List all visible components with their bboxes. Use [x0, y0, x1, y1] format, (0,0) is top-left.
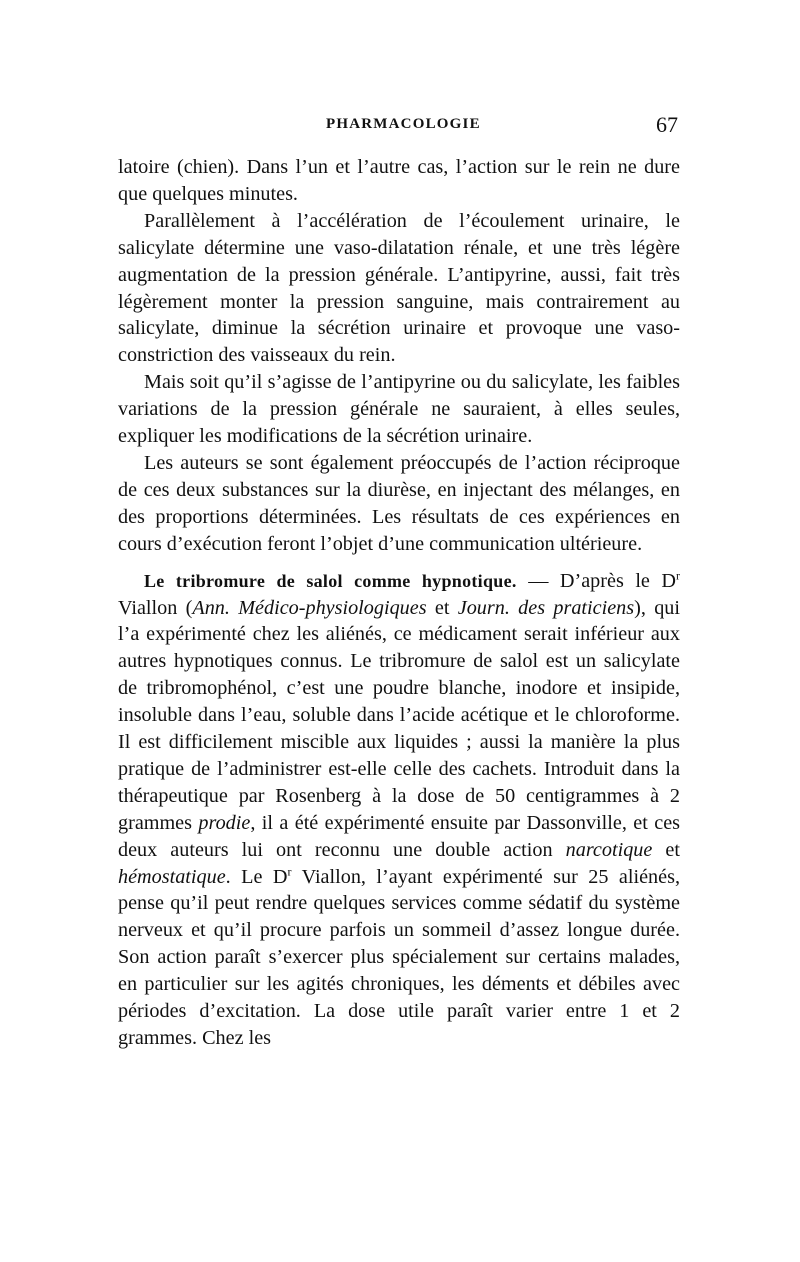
- paragraph: Les auteurs se sont également préoccupés de l’action réciproque de ces deux substances sur la diurèse, en injectant des mélanges, en des proportions déterminées. Les résultats de ces expériences en cours d’exécution feront l’objet d’une communication ultérieure.: [118, 451, 680, 555]
- section-text: et: [426, 596, 458, 619]
- italic-term: prodie: [198, 811, 251, 834]
- doctor-abbrev: D: [661, 569, 677, 592]
- section-text: , il a été expérimenté ensuite par Dassonville, et ces deux auteurs lui ont reconnu une double action: [118, 811, 681, 861]
- journal-title: Ann. Médico-physiologiques: [192, 596, 427, 619]
- section-text: et: [652, 838, 680, 861]
- section-text: . Le: [225, 865, 273, 888]
- paragraph: Parallèlement à l’accélération de l’écoulement urinaire, le salicylate détermine une vaso-dilatation rénale, et une très légère augmentation de la pression générale. L’antipyrine, aussi, fait très légèrement monter la pression sanguine, mais contrairement au salicylate, diminue la sécrétion urinaire et provoque une vaso-constriction des vaisseaux du rein.: [118, 209, 680, 367]
- page-header: [118, 112, 680, 142]
- section-paragraph: [118, 568, 680, 1052]
- section-text: ), qui l’a expérimenté chez les aliénés, ce médicament serait inférieur aux autres hypnotiques connus. Le tribromure de salol est un salicylate de tribromophénol, c’est une poudre blanche, inodore et insipide, insoluble dans l’eau, soluble dans l’acide acétique et le chloroforme. Il est difficilement miscible aux liquides ; aussi la manière la plus pratique de l’administrer est-elle celle des cachets. Introduit dans la thérapeutique par Rosenberg à la dose de 50 centigrammes à 2 grammes: [118, 596, 680, 834]
- journal-title: Journ. des praticiens: [457, 596, 635, 619]
- paragraph: latoire (chien). Dans l’un et l’autre cas, l’action sur le rein ne dure que quelques minutes.: [118, 156, 680, 205]
- doctor-abbrev-sup: r: [287, 863, 292, 878]
- italic-term: narcotique: [565, 838, 653, 861]
- page-number: 67: [656, 112, 678, 137]
- italic-term: hémostatique: [118, 865, 226, 888]
- paragraph: Mais soit qu’il s’agisse de l’antipyrine ou du salicylate, les faibles variations de la pression générale ne sauraient, à elles seules, expliquer les modifications de la sécrétion urinaire.: [118, 371, 680, 448]
- section-text: Viallon (: [118, 596, 193, 619]
- book-page: [118, 112, 680, 1052]
- body-text: [118, 154, 680, 1052]
- doctor-abbrev: D: [272, 865, 288, 888]
- section-title: Le tribromure de salol comme hypnotique.: [144, 570, 517, 591]
- running-head: PHARMACOLOGIE: [326, 116, 481, 132]
- section-text: Viallon, l’ayant expérimenté sur 25 aliénés, pense qu’il peut rendre quelques services comme sédatif du système nerveux et qu’il procure parfois un sommeil d’assez longue durée. Son action paraît s’exercer plus spécialement sur certains malades, en particulier sur les agités chroniques, les déments et débiles avec périodes d’excitation. La dose utile paraît varier entre 1 et 2 grammes. Chez les: [118, 865, 680, 1049]
- section-text: — D’après le: [516, 569, 662, 592]
- doctor-abbrev-sup: r: [676, 567, 681, 582]
